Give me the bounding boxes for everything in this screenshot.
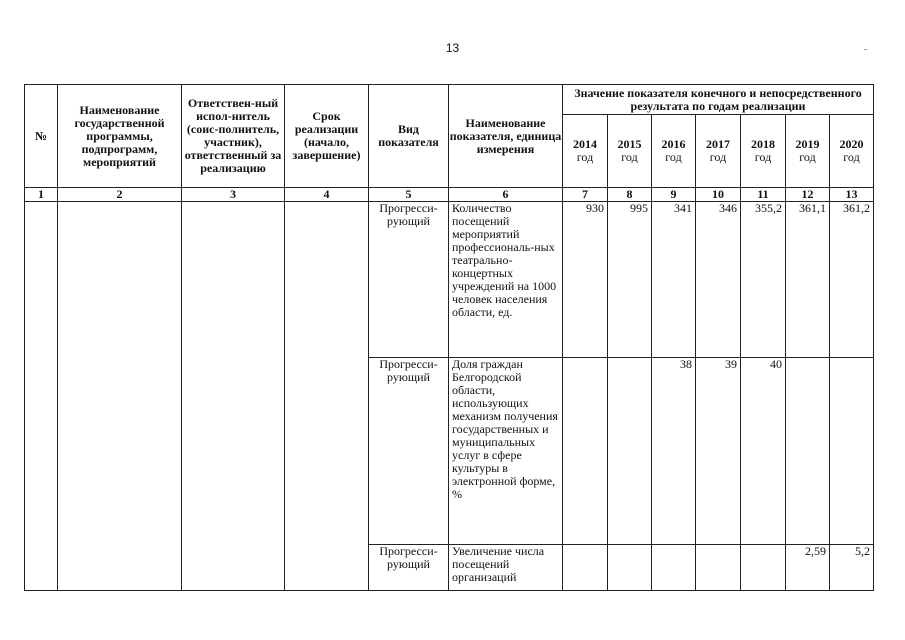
- indicator-type-cell: Прогресси-рующий: [369, 202, 449, 358]
- column-number: 5: [369, 188, 449, 202]
- empty-responsible-cell: [182, 202, 285, 591]
- value-cell: [652, 545, 696, 591]
- value-cell: 361,1: [786, 202, 830, 358]
- header-indicator-name: Наименование показателя, единица измерения: [449, 85, 563, 188]
- column-number: 6: [449, 188, 563, 202]
- value-cell: 40: [741, 358, 786, 545]
- column-number: 10: [696, 188, 741, 202]
- column-number: 12: [786, 188, 830, 202]
- column-number: 13: [830, 188, 874, 202]
- header-year: 2020 год: [830, 115, 874, 188]
- column-number: 2: [58, 188, 182, 202]
- column-number: 8: [608, 188, 652, 202]
- header-year: 2019 год: [786, 115, 830, 188]
- page-number: 13: [445, 41, 460, 55]
- header-indicator-type: Вид показателя: [369, 85, 449, 188]
- indicator-name-cell: Количество посещений мероприятий профессиональ-ных театрально-концертных учреждений на 1000 человек населения области, ед.: [449, 202, 563, 358]
- value-cell: [741, 545, 786, 591]
- value-cell: [608, 545, 652, 591]
- indicator-table: [24, 84, 874, 591]
- header-period: Срок реализации (начало, завершение): [285, 85, 369, 188]
- value-cell: 38: [652, 358, 696, 545]
- value-cell: 930: [563, 202, 608, 358]
- header-responsible: Ответствен-ный испол-нитель (соис-полнитель, участник), ответственный за реализацию: [182, 85, 285, 188]
- header-year: 2018 год: [741, 115, 786, 188]
- value-cell: [563, 358, 608, 545]
- empty-period-cell: [285, 202, 369, 591]
- empty-program-cell: [58, 202, 182, 591]
- value-cell: 355,2: [741, 202, 786, 358]
- value-cell: 39: [696, 358, 741, 545]
- column-number: 4: [285, 188, 369, 202]
- scan-speck: [864, 49, 867, 50]
- empty-number-cell: [25, 202, 58, 591]
- value-cell: 361,2: [830, 202, 874, 358]
- value-cell: [696, 545, 741, 591]
- column-number: 1: [25, 188, 58, 202]
- column-number: 3: [182, 188, 285, 202]
- header-year: 2015 год: [608, 115, 652, 188]
- header-values-by-year: Значение показателя конечного и непосредственного результата по годам реализации: [563, 85, 874, 115]
- header-year: 2017 год: [696, 115, 741, 188]
- indicator-name-cell: Увеличение числа посещений организаций: [449, 545, 563, 591]
- value-cell: [563, 545, 608, 591]
- header-row-1: [25, 85, 874, 115]
- indicator-type-cell: Прогресси-рующий: [369, 545, 449, 591]
- value-cell: 346: [696, 202, 741, 358]
- value-cell: 2,59: [786, 545, 830, 591]
- value-cell: 995: [608, 202, 652, 358]
- column-number-row: [25, 188, 874, 202]
- column-number: 11: [741, 188, 786, 202]
- indicator-type-cell: Прогресси-рующий: [369, 358, 449, 545]
- column-number: 7: [563, 188, 608, 202]
- value-cell: 341: [652, 202, 696, 358]
- header-program-name: Наименование государственной программы, подпрограмм, мероприятий: [58, 85, 182, 188]
- header-number: №: [25, 85, 58, 188]
- value-cell: [786, 358, 830, 545]
- header-year: 2014 год: [563, 115, 608, 188]
- indicator-name-cell: Доля граждан Белгородской области, использующих механизм получения государственных и муниципальных услуг в сфере культуры в электронной форме, %: [449, 358, 563, 545]
- column-number: 9: [652, 188, 696, 202]
- value-cell: [830, 358, 874, 545]
- header-year: 2016 год: [652, 115, 696, 188]
- table-row: [25, 202, 874, 358]
- value-cell: [608, 358, 652, 545]
- value-cell: 5,2: [830, 545, 874, 591]
